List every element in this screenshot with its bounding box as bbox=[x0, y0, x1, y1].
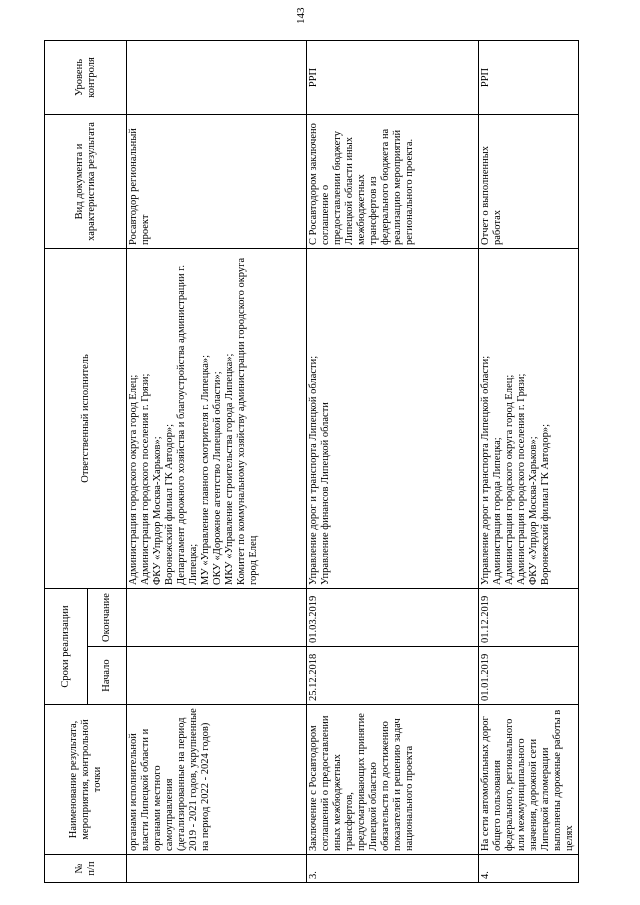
cell-end: 01.03.2019 bbox=[307, 588, 479, 646]
executor-line: Воронежский филиал ГК Автодор»; bbox=[540, 423, 551, 585]
cell-level bbox=[127, 40, 307, 114]
header-num: № п/п bbox=[45, 855, 127, 883]
cell-num bbox=[127, 855, 307, 883]
executor-line: МУ «Управление главного смотрителя г. Липецка»; bbox=[200, 354, 211, 585]
cell-level: РРП bbox=[479, 40, 579, 114]
header-doc: Вид документа и характеристика результата bbox=[45, 114, 127, 248]
cell-start bbox=[127, 647, 307, 705]
executor-line: Администрация городского поселения г. Грязи; bbox=[140, 373, 151, 585]
table-row bbox=[127, 40, 307, 882]
activity-table bbox=[44, 40, 579, 883]
cell-doc: Отчет о выполненных работах bbox=[479, 114, 579, 248]
executor-line: Воронежский филиал ГК Автодор»; bbox=[164, 423, 175, 585]
cell-num: 4. bbox=[479, 855, 579, 883]
cell-start: 01.01.2019 bbox=[479, 647, 579, 705]
executor-line: Департамент дорожного хозяйства и благоустройства администрации г. Липецка; bbox=[176, 264, 199, 585]
cell-end bbox=[127, 588, 307, 646]
executor-line: Администрация городского поселения г. Грязи; bbox=[516, 373, 527, 585]
executor-line: Администрация городского округа город Елец; bbox=[128, 374, 139, 585]
table-row bbox=[307, 40, 479, 882]
cell-level: РРП bbox=[307, 40, 479, 114]
cell-executor bbox=[127, 248, 307, 588]
cell-executor bbox=[307, 248, 479, 588]
cell-name: Заключение с Росавтодором соглашений о предоставлении иных межбюджетных трансфертов, предусматривающих принятие Липецкой областью обязательств по достижению показателей и решению задач национального проекта bbox=[307, 705, 479, 855]
page-number-text: 143 bbox=[295, 7, 307, 24]
cell-end: 01.12.2019 bbox=[479, 588, 579, 646]
executor-line: Управление финансов Липецкой области bbox=[320, 402, 331, 585]
cell-start: 25.12.2018 bbox=[307, 647, 479, 705]
header-start: Начало bbox=[88, 647, 127, 705]
cell-doc: С Росавтодором заключено соглашение о предоставлении бюджету Липецкой области иных межбюджетных трансфертов из федерального бюджета на реализацию мероприятий регионального проекта. bbox=[307, 114, 479, 248]
header-dates: Сроки реализации bbox=[45, 588, 88, 704]
cell-executor bbox=[479, 248, 579, 588]
cell-name: органами исполнительной власти Липецкой области и органами местного самоуправления (детализированные на период 2019 - 2021 годов, укрупненные на период 2022 - 2024 годов) bbox=[127, 705, 307, 855]
header-executor: Ответственный исполнитель bbox=[45, 248, 127, 588]
executor-line: Управление дорог и транспорта Липецкой области; bbox=[480, 355, 491, 585]
header-row bbox=[45, 40, 88, 882]
executor-line: МКУ «Управление строительства города Липецка»; bbox=[224, 353, 235, 585]
executor-line: ФКУ «Упрдор Москва-Харьков»; bbox=[152, 436, 163, 585]
table-row bbox=[479, 40, 579, 882]
header-name: Наименование результата, мероприятия, контрольной точки bbox=[45, 705, 127, 855]
header-end: Окончание bbox=[88, 588, 127, 646]
executor-line: ОКУ «Дорожное агентство Липецкой области»; bbox=[212, 371, 223, 585]
rotated-page bbox=[44, 41, 600, 883]
executor-line: Управление дорог и транспорта Липецкой области; bbox=[308, 355, 319, 585]
executor-line: Администрация городского округа город Елец; bbox=[504, 374, 515, 585]
executor-line: Комитет по коммунальному хозяйству администрации городского округа город Елец bbox=[236, 257, 259, 585]
header-level: Уровень контроля bbox=[45, 40, 127, 114]
cell-name: На сети автомобильных дорог общего пользования федерального, регионального или межмуниципального значения, дорожной сети Липецкой агломерации выполнены дорожные работы в целях bbox=[479, 705, 579, 855]
executor-line: ФКУ «Упрдор Москва-Харьков»; bbox=[528, 436, 539, 585]
executor-line: Администрация города Липецка; bbox=[492, 437, 503, 585]
cell-num: 3. bbox=[307, 855, 479, 883]
cell-doc: Росавтодор региональный проект bbox=[127, 114, 307, 248]
